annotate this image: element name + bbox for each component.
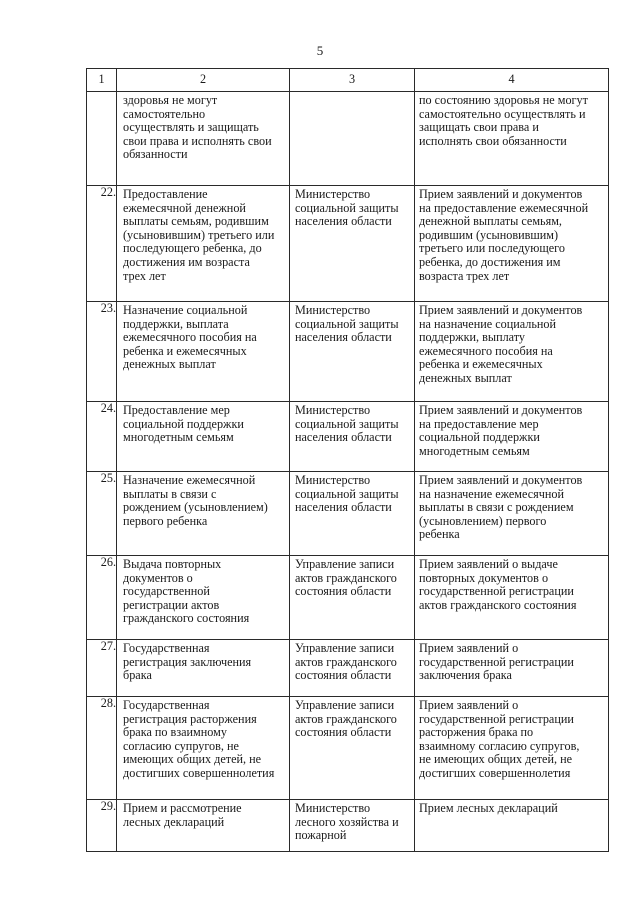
service-text: Государственная регистрация заключения брака xyxy=(123,641,252,683)
service-text: Назначение социальной поддержки, выплата ежемесячного пособия на ребенка и ежемесячных денежных выплат xyxy=(123,303,257,372)
service-text: Предоставление ежемесячной денежной выплаты семьям, родившим (усыновившим) третьего или последующего ребенка, до достижения им возраста трех лет xyxy=(123,187,275,283)
row-number: 25. xyxy=(87,472,117,556)
column-header: 4 xyxy=(415,69,609,92)
function-cell xyxy=(415,556,609,640)
authority-cell xyxy=(290,186,415,302)
table-row xyxy=(87,402,609,472)
function-cell xyxy=(415,472,609,556)
authority-text: Управление записи актов гражданского состояния области xyxy=(295,557,397,599)
table-header-row xyxy=(87,69,609,92)
table-row xyxy=(87,92,609,186)
column-header: 2 xyxy=(117,69,290,92)
column-header: 3 xyxy=(290,69,415,92)
table-row xyxy=(87,556,609,640)
authority-text: Министерство социальной защиты населения области xyxy=(295,303,399,345)
services-table xyxy=(86,68,609,852)
service-cell xyxy=(117,472,290,556)
authority-cell xyxy=(290,640,415,697)
service-cell xyxy=(117,402,290,472)
service-text: здоровья не могут самостоятельно осуществлять и защищать свои права и исполнять свои обязанности xyxy=(123,93,272,162)
authority-text xyxy=(290,92,414,98)
function-text: Прием заявлений о выдаче повторных документов о государственной регистрации актов гражданского состояния xyxy=(419,557,577,612)
row-number: 29. xyxy=(87,800,117,852)
service-cell xyxy=(117,800,290,852)
authority-cell xyxy=(290,302,415,402)
table-row xyxy=(87,697,609,800)
service-cell xyxy=(117,640,290,697)
function-text: Прием заявлений и документов на предоставление мер социальной поддержки многодетным семьям xyxy=(419,403,583,458)
row-number: 23. xyxy=(87,302,117,402)
service-text: Выдача повторных документов о государственной регистрации актов гражданского состояния xyxy=(123,557,250,626)
service-cell xyxy=(117,697,290,800)
authority-cell xyxy=(290,472,415,556)
row-number xyxy=(87,92,117,186)
service-text: Предоставление мер социальной поддержки многодетным семьям xyxy=(123,403,244,445)
table-row xyxy=(87,302,609,402)
function-cell xyxy=(415,697,609,800)
authority-text: Министерство лесного хозяйства и пожарной xyxy=(295,801,399,843)
function-cell xyxy=(415,186,609,302)
function-text: Прием заявлений и документов на назначение социальной поддержки, выплату ежемесячного пособия на ребенка и ежемесячных денежных выплат xyxy=(419,303,583,385)
row-number: 24. xyxy=(87,402,117,472)
service-cell xyxy=(117,302,290,402)
function-text: Прием заявлений о государственной регистрации расторжения брака по взаимному согласию супругов, не имеющих общих детей, не достигших совершеннолетия xyxy=(419,698,580,780)
service-text: Назначение ежемесячной выплаты в связи с рождением (усыновлением) первого ребенка xyxy=(123,473,268,528)
service-cell xyxy=(117,186,290,302)
function-text: Прием лесных деклараций xyxy=(419,801,558,815)
page-number: 5 xyxy=(316,43,324,58)
service-cell xyxy=(117,92,290,186)
function-cell xyxy=(415,640,609,697)
function-text: Прием заявлений и документов на назначение ежемесячной выплаты в связи с рождением (усыновлением) первого ребенка xyxy=(419,473,583,542)
row-number: 27. xyxy=(87,640,117,697)
column-header: 1 xyxy=(87,69,117,92)
function-cell xyxy=(415,302,609,402)
row-number: 22. xyxy=(87,186,117,302)
authority-text: Управление записи актов гражданского состояния области xyxy=(295,641,397,683)
table-row xyxy=(87,472,609,556)
function-text: по состоянию здоровья не могут самостоятельно осуществлять и защищать свои права и исполнять свои обязанности xyxy=(419,93,588,148)
function-cell xyxy=(415,402,609,472)
table-row xyxy=(87,640,609,697)
authority-text: Министерство социальной защиты населения области xyxy=(295,403,399,445)
authority-text: Министерство социальной защиты населения области xyxy=(295,473,399,515)
service-text: Государственная регистрация расторжения брака по взаимному согласию супругов, не имеющих общих детей, не достигших совершеннолетия xyxy=(123,698,275,780)
table-row xyxy=(87,800,609,852)
authority-cell xyxy=(290,697,415,800)
function-text: Прием заявлений о государственной регистрации заключения брака xyxy=(419,641,574,683)
authority-text: Министерство социальной защиты населения области xyxy=(295,187,399,229)
authority-cell xyxy=(290,402,415,472)
function-cell xyxy=(415,92,609,186)
table-row xyxy=(87,186,609,302)
function-cell xyxy=(415,800,609,852)
service-cell xyxy=(117,556,290,640)
row-number: 26. xyxy=(87,556,117,640)
authority-cell xyxy=(290,556,415,640)
function-text: Прием заявлений и документов на предоставление ежемесячной денежной выплаты семьям, родившим (усыновившим) третьего или последующего ребенка, до достижения им возраста трех лет xyxy=(419,187,589,283)
authority-cell xyxy=(290,800,415,852)
authority-cell xyxy=(290,92,415,186)
row-number: 28. xyxy=(87,697,117,800)
authority-text: Управление записи актов гражданского состояния области xyxy=(295,698,397,740)
service-text: Прием и рассмотрение лесных деклараций xyxy=(123,801,242,829)
